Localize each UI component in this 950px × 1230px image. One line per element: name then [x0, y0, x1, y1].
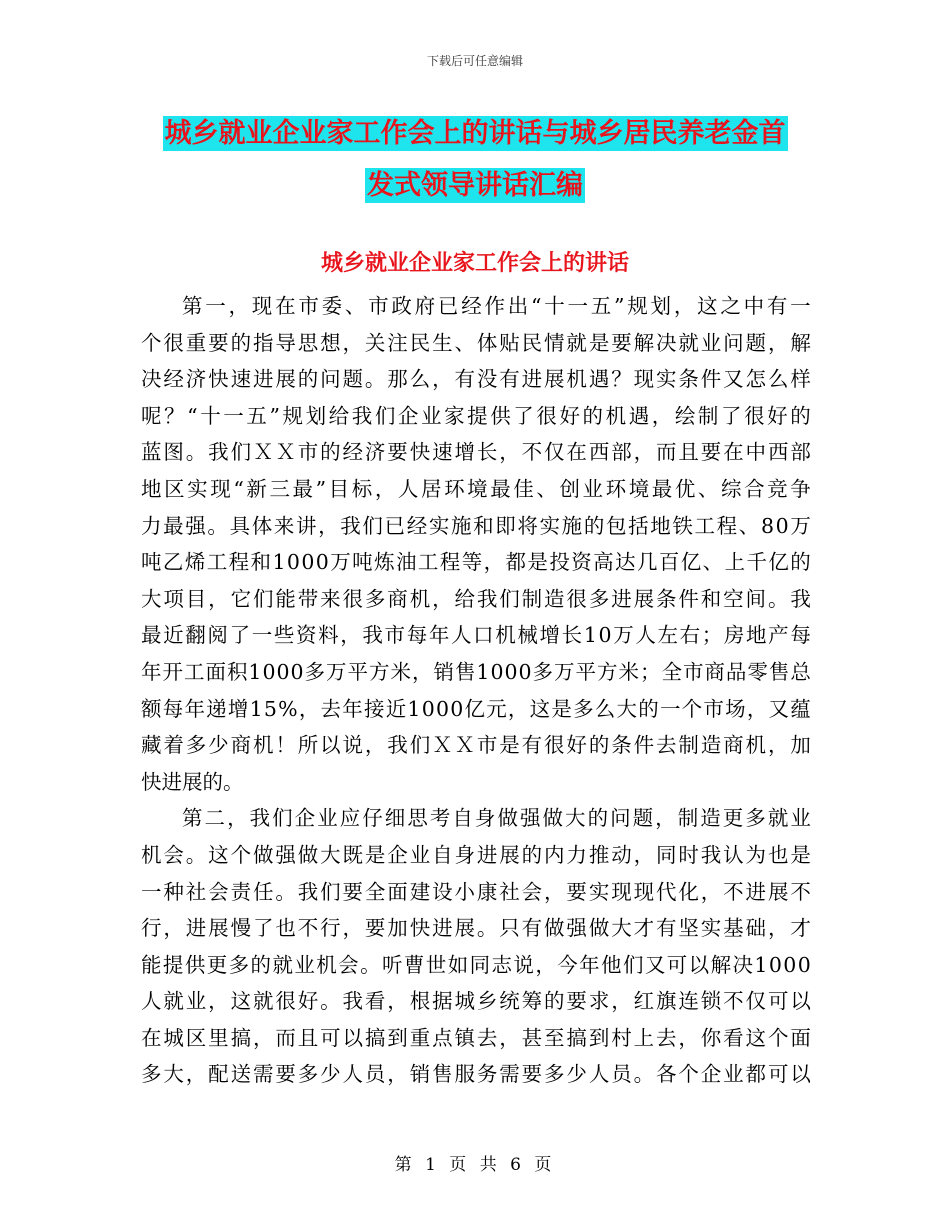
paragraph-line: 一 种 社 会 责 任 。 我 们 要 全 面 建 设 小 康 社 会 ， 要 实 现 现 代 化 ， 不 进 展 不 — [141, 879, 811, 904]
body-text — [141, 288, 811, 1093]
paragraph-line: 呢 ？ “ 十 一 五 ” 规 划 给 我 们 企 业 家 提 供 了 很 好 的 机 遇 ， 绘 制 了 很 好 的 — [141, 403, 811, 428]
document-title-line-1: 城乡就业企业家工作会上的讲话与城乡居民养老金首 — [164, 118, 786, 149]
document-title — [0, 108, 950, 212]
paragraph-line: 在 城 区 里 搞 ， 而 且 可 以 搞 到 重 点 镇 去 ， 甚 至 搞 到 村 上 去 ， 你 看 这 个 面 — [141, 1025, 811, 1050]
paragraph-line: 个 很 重 要 的 指 导 思 想 ， 关 注 民 生 、 体 贴 民 情 就 是 要 解 决 就 业 问 题 ， 解 — [141, 330, 811, 355]
paragraph-line: 藏 着 多 少 商 机 ！ 所 以 说 ， 我 们 Ｘ Ｘ 市 是 有 很 好 的 条 件 去 制 造 商 机 ， 加 — [141, 733, 811, 758]
paragraph-line: 第 二 ， 我 们 企 业 应 仔 细 思 考 自 身 做 强 做 大 的 问 题 ， 制 造 更 多 就 业 — [182, 806, 811, 831]
paragraph-line: 行 ， 进 展 慢 了 也 不 行 ， 要 加 快 进 展 。 只 有 做 强 做 大 才 有 坚 实 基 础 ， 才 — [141, 916, 811, 941]
paragraph-line: 额 每 年 递 增 1 5 % ， 去 年 接 近 1 0 0 0 亿 元 ， 这 是 多 么 大 的 一 个 市 场 ， 又 蕴 — [141, 696, 811, 721]
paragraph-line: 人 就 业 ， 这 就 很 好 。 我 看 ， 根 据 城 乡 统 筹 的 要 求 ， 红 旗 连 锁 不 仅 可 以 — [141, 989, 811, 1014]
paragraph-line: 地 区 实 现 “ 新 三 最 ” 目 标 ， 人 居 环 境 最 佳 、 创 业 环 境 最 优 、 综 合 竞 争 — [141, 476, 811, 501]
paragraph-line: 大 项 目 ， 它 们 能 带 来 很 多 商 机 ， 给 我 们 制 造 很 多 进 展 条 件 和 空 间 。 我 — [141, 586, 811, 611]
paragraph-line: 蓝 图 。 我 们 Ｘ Ｘ 市 的 经 济 要 快 速 增 长 ， 不 仅 在 西 部 ， 而 且 要 在 中 西 部 — [141, 440, 811, 465]
paragraph-line: 决 经 济 快 速 进 展 的 问 题 。 那 么 ， 有 没 有 进 展 机 遇 ？ 现 实 条 件 又 怎 么 样 — [141, 367, 811, 392]
paragraph-line: 最 近 翻 阅 了 一 些 资 料 ， 我 市 每 年 人 口 机 械 增 长 1 0 万 人 左 右 ； 房 地 产 每 — [141, 623, 811, 648]
paragraph-line: 第 一 ， 现 在 市 委 、 市 政 府 已 经 作 出 “ 十 一 五 ” 规 划 ， 这 之 中 有 一 — [182, 294, 811, 318]
paragraph-line: 力 最 强 。 具 体 来 讲 ， 我 们 已 经 实 施 和 即 将 实 施 的 包 括 地 铁 工 程 、 8 0 万 — [141, 513, 811, 538]
paragraph-line: 快进展的。 — [141, 769, 244, 794]
paragraph-line: 年 开 工 面 积 1 0 0 0 多 万 平 方 米 ， 销 售 1 0 0 0 多 万 平 方 米 ； 全 市 商 品 零 售 总 — [141, 659, 811, 684]
section-title: 城乡就业企业家工作会上的讲话 — [320, 250, 629, 276]
page-footer: 第 1 页 共 6 页 — [394, 1155, 556, 1175]
paragraph-line: 多 大 ， 配 送 需 要 多 少 人 员 ， 销 售 服 务 需 要 多 少 人 员 。 各 个 企 业 都 可 以 — [141, 1062, 811, 1087]
document-title-line-2: 发式领导讲话汇编 — [367, 170, 583, 201]
paragraph-line: 机 会 。 这 个 做 强 做 大 既 是 企 业 自 身 进 展 的 内 力 推 动 ， 同 时 我 认 为 也 是 — [141, 842, 811, 867]
header-note: 下载后可任意编辑 — [426, 54, 523, 68]
paragraph-line: 吨 乙 烯 工 程 和 1 0 0 0 万 吨 炼 油 工 程 等 ， 都 是 投 资 高 达 几 百 亿 、 上 千 亿 的 — [141, 550, 811, 575]
paragraph-line: 能 提 供 更 多 的 就 业 机 会 。 听 曹 世 如 同 志 说 ， 今 年 他 们 又 可 以 解 决 1 0 0 0 — [141, 952, 811, 977]
